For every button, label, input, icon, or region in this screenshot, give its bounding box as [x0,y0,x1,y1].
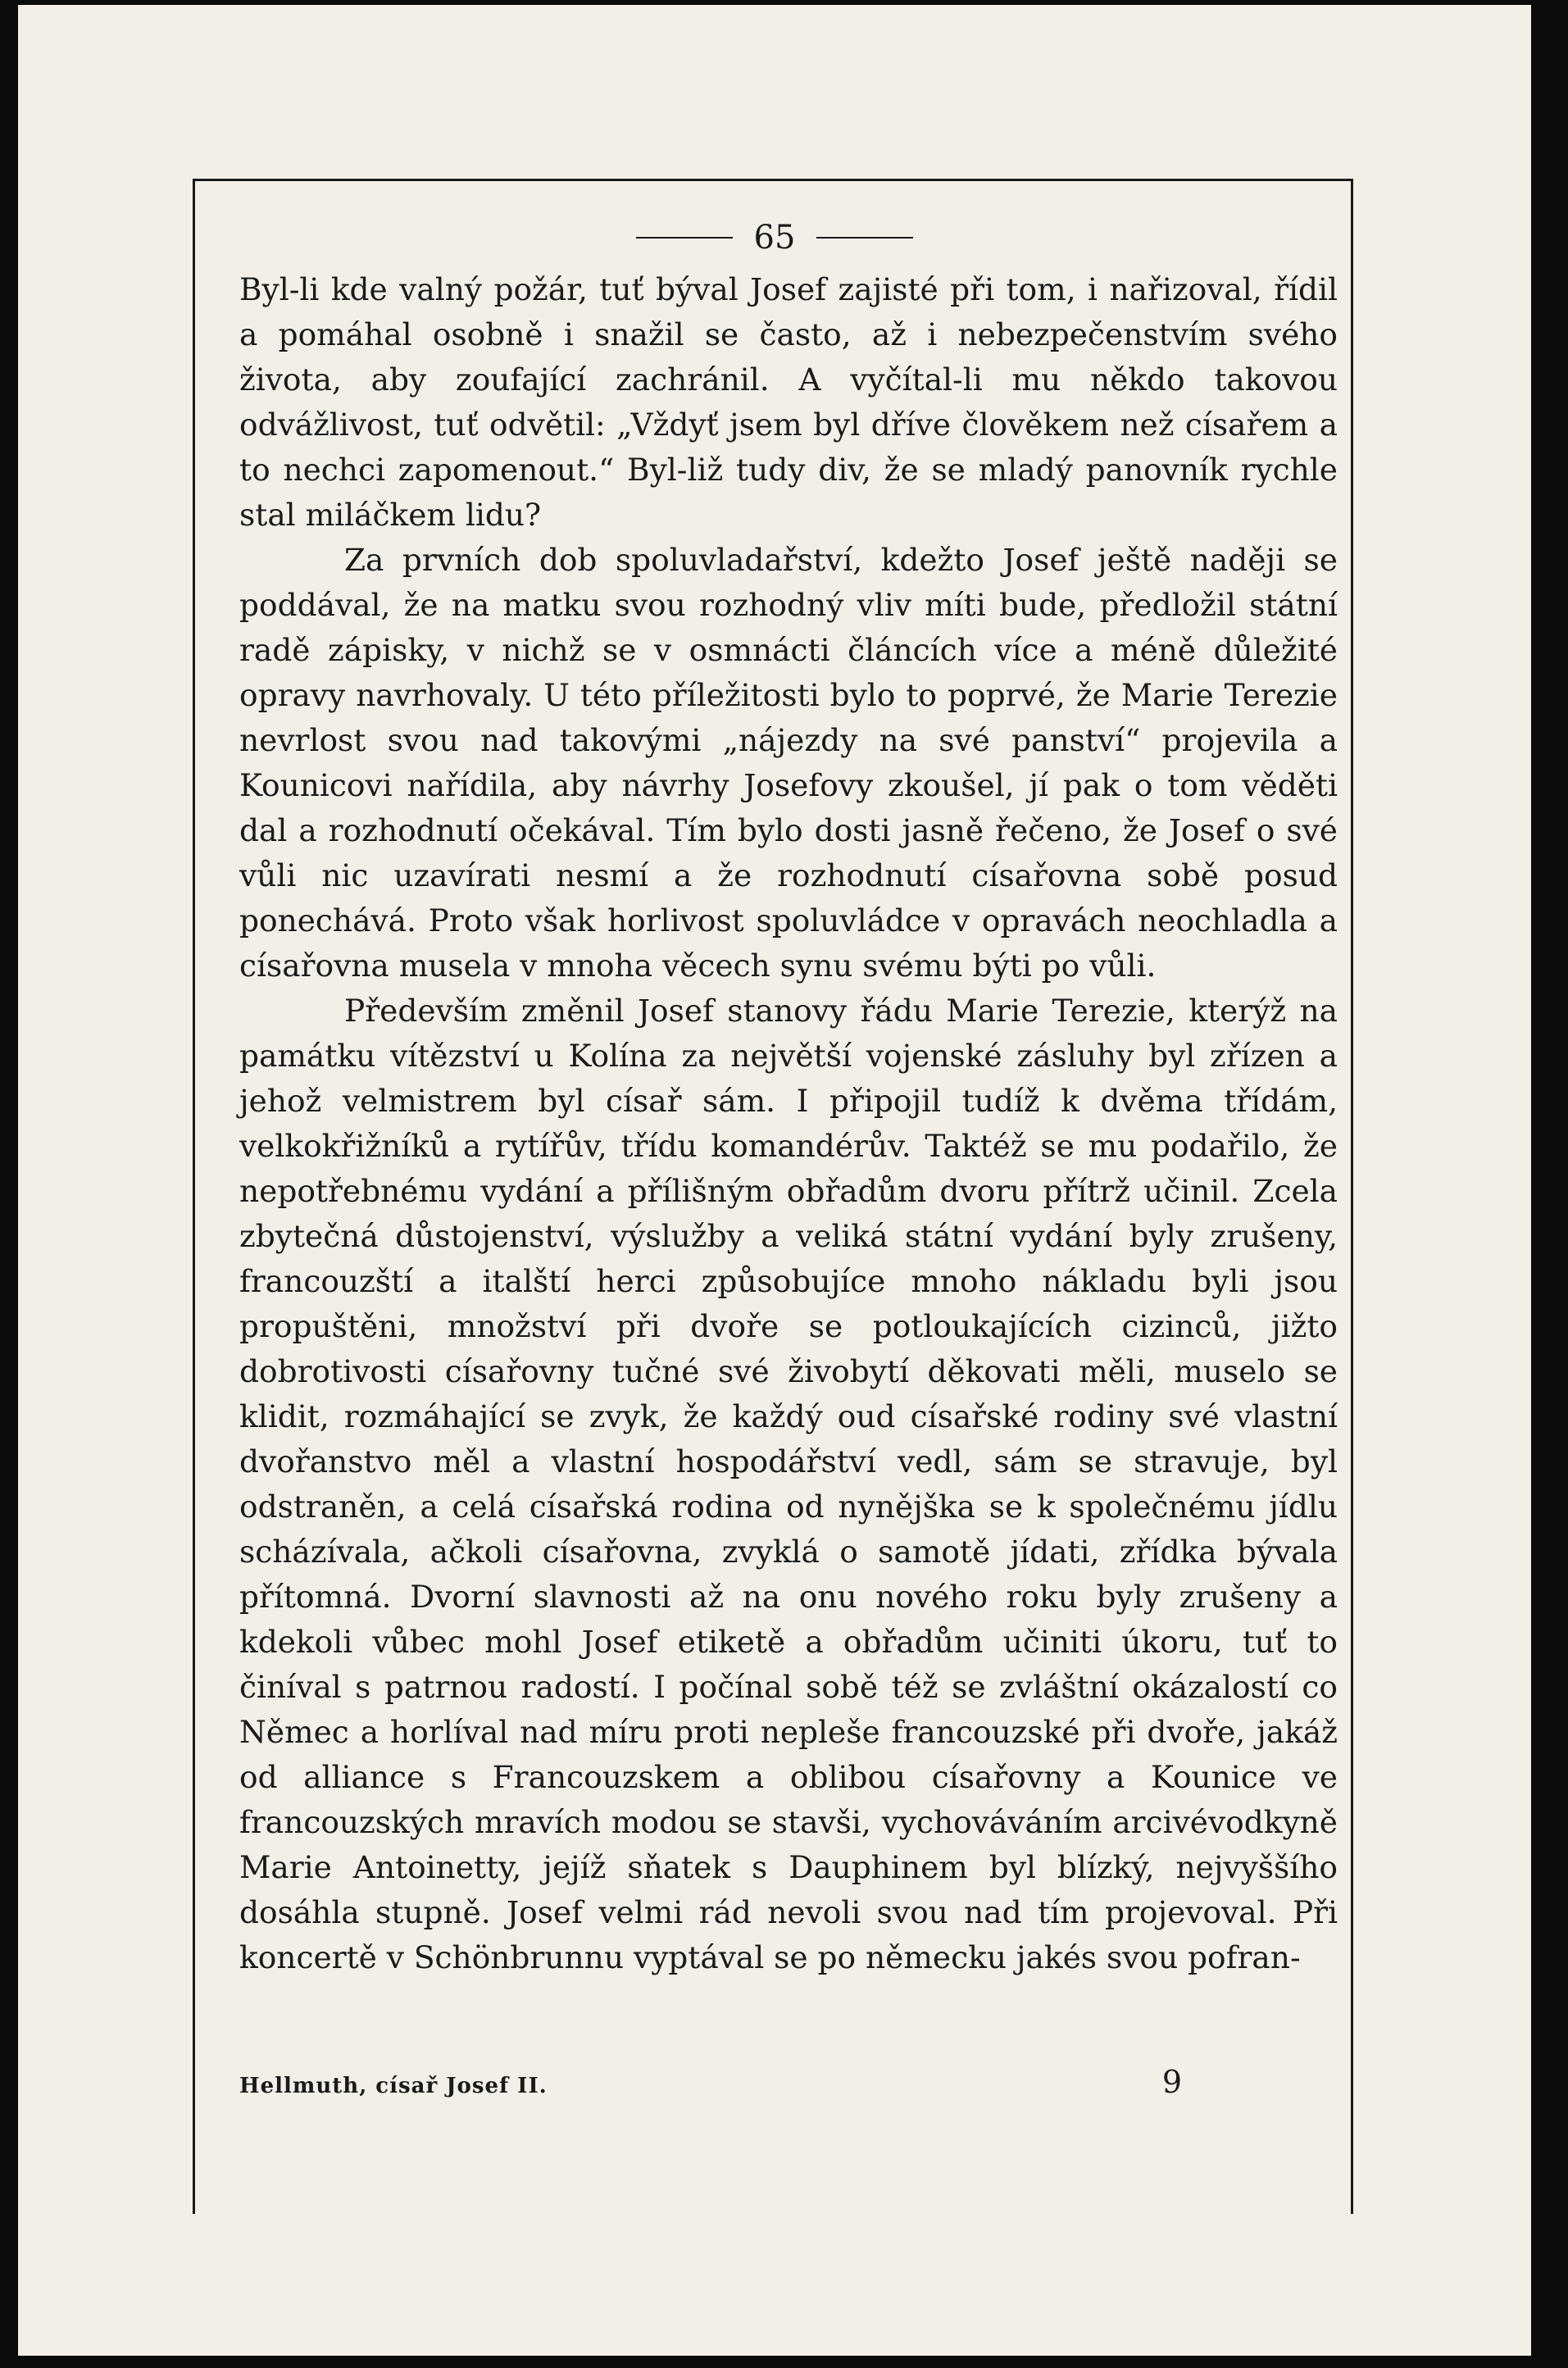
body-text [239,267,1338,1980]
header-rule-right [816,237,913,239]
paragraph: Byl-li kde valný požár, tuť býval Josef zajisté při tom, i nařizoval, řídil a pomáhal osobně i snažil se často, až i nebezpečenstvím svého života, aby zoufající zachránil. A vyčítal-li mu někdo takovou odvážlivost, tuť odvětil: „Vždyť jsem byl dříve člověkem než císařem a to nechci zapomenout.“ Byl-liž tudy div, že se mladý panovník rychle stal miláčkem lidu? [239,271,1338,533]
page-sheet [18,5,1531,2356]
signature-mark: Hellmuth, císař Josef II. [239,2074,548,2098]
paragraph: Především změnil Josef stanovy řádu Marie Terezie, kterýž na památku vítězství u Kolína za největší vojenské zásluhy byl zřízen a jehož velmistrem byl císař sám. I připojil tudíž k dvěma třídám, velkokřižníků a rytířův, třídu komandérův. Taktéž se mu podařilo, že nepotřebnému vydání a přílišným obřadům dvoru přítrž učinil. Zcela zbytečná důstojenství, výslužby a veliká státní vydání byly zrušeny, francouzští a italští herci způsobujíce mnoho nákladu byli jsou propuštěni, množství při dvoře se potloukajících cizinců, jižto dobrotivosti císařovny tučné své živobytí děkovati měli, muselo se klidit, rozmáhající se zvyk, že každý oud císařské rodiny své vlastní dvořanstvo měl a vlastní hospodářství vedl, sám se stravuje, byl odstraněn, a celá císařská rodina od nynějška se k společnému jídlu scházívala, ačkoli císařovna, zvyklá o samotě jídati, zřídka bývala přítomná. Dvorní slavnosti až na onu nového roku byly zrušeny a kdekoli vůbec mohl Josef etiketě a obřadům učiniti úkoru, tuť to činíval s patrnou radostí. I počínal sobě též se zvláštní okázalostí co Němec a horlíval nad míru proti nepleše francouzské při dvoře, jakáž od alliance s Francouzskem a oblibou císařovny a Kounice ve francouzských mravích modou se stavši, vychováváním arcivévodkyně Marie Antoinetty, jejíž sňatek s Dauphinem byl blízký, nejvyššího dosáhla stupně. Josef velmi rád nevoli svou nad tím projevoval. Při koncertě v Schönbrunnu vyptával se po německu jakés svou pofran- [239,993,1338,1975]
paragraph: Za prvních dob spoluvladařství, kdežto Josef ještě naději se poddával, že na matku svou rozhodný vliv míti bude, předložil státní radě zápisky, v nichž se v osmnácti článcích více a méně důležité opravy navrhovaly. U této příležitosti bylo to poprvé, že Marie Terezie nevrlost svou nad takovými „nájezdy na své panství“ projevila a Kounicovi nařídila, aby návrhy Josefovy zkoušel, jí pak o tom věděti dal a rozhodnutí očekával. Tím bylo dosti jasně řečeno, že Josef o své vůli nic uzavírati nesmí a že rozhodnutí císařovna sobě posud ponechává. Proto však horlivost spoluvládce v opravách neochladla a císařovna musela v mnoha věcech synu svému býti po vůli. [239,542,1338,984]
sheet-number: 9 [1161,2064,1182,2100]
header-rule-left [636,237,733,239]
page-footer [239,2064,1182,2100]
page-header [18,220,1531,256]
page-number: 65 [753,219,796,257]
